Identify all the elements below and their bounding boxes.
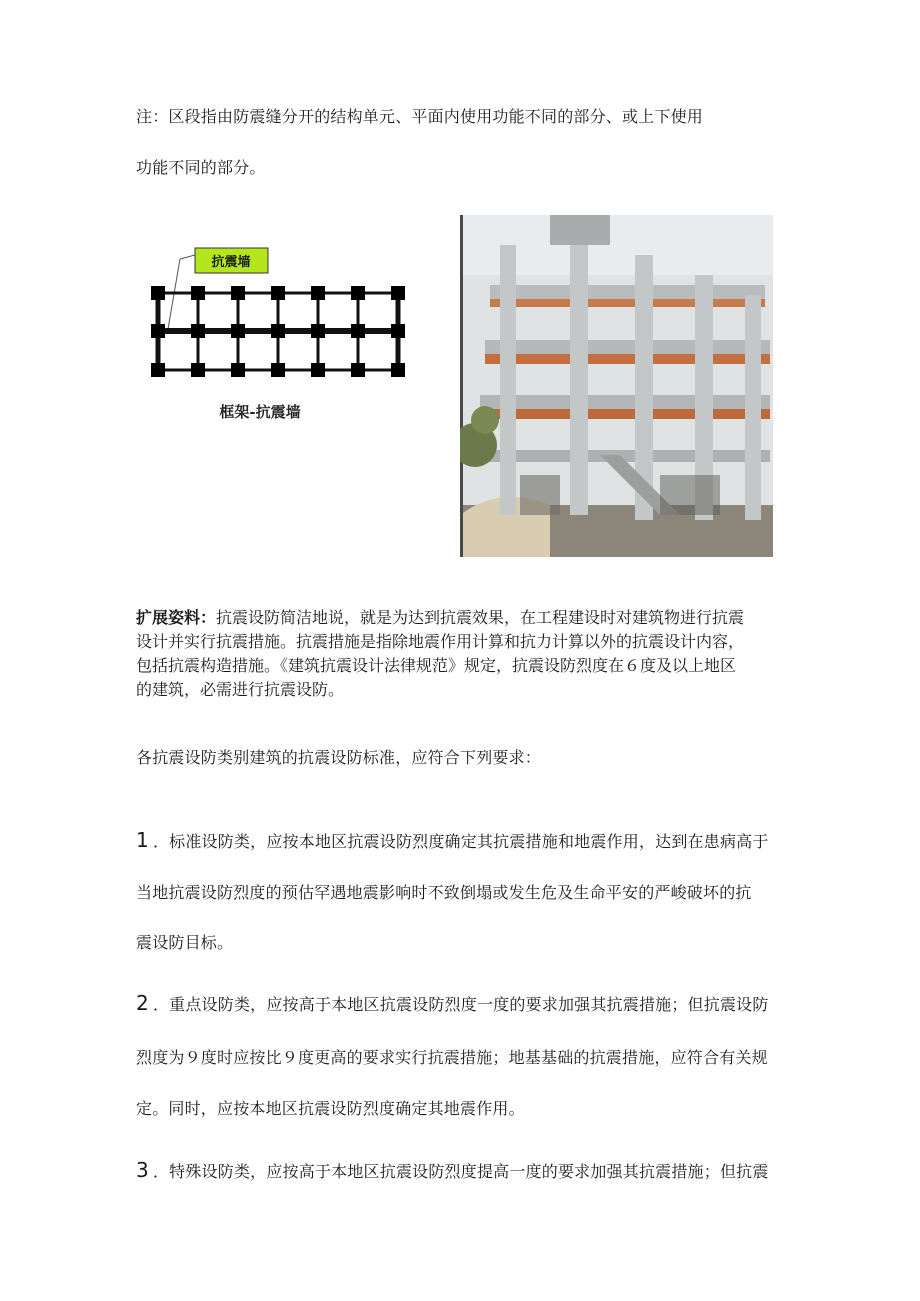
building-photo-icon — [460, 215, 773, 557]
extended-line-3: 包括抗震构造措施。《建筑抗震设计法律规范》规定，抗震设防烈度在６度及以上地区 — [136, 656, 737, 675]
item-2-line-2: 烈度为９度时应按比９度更高的要求实行抗震措施；地基基础的抗震措施，应符合有关规 — [136, 1048, 768, 1067]
diagram-caption: 框架-抗震墙 — [219, 403, 301, 421]
extended-line-1: 抗震设防简洁地说，就是为达到抗震效果，在工程建设时对建筑物进行抗震 — [216, 608, 745, 627]
item-1-line-1: 1 ．标准设防类，应按本地区抗震设防烈度确定其抗震措施和地震作用，达到在患病高于 — [136, 828, 769, 852]
item-1-line-2: 当地抗震设防烈度的预估罕遇地震影响时不致倒塌或发生危及生命平安的严峻破坏的抗 — [136, 883, 752, 902]
callout-label: 抗震墙 — [211, 255, 251, 270]
item-1-line-3: 震设防目标。 — [136, 933, 234, 952]
item-3-number: 3 — [136, 1158, 149, 1182]
item-3-line-1: 3 ．特殊设防类，应按高于本地区抗震设防烈度提高一度的要求加强其抗震措施；但抗震 — [136, 1158, 769, 1182]
item-1-number: 1 — [136, 828, 149, 852]
item-2-number: 2 — [136, 991, 149, 1015]
building-photo — [460, 215, 773, 557]
frame-shear-wall-diagram — [140, 235, 420, 445]
item-2-line-3: 定。同时，应按本地区抗震设防烈度确定其地震作用。 — [136, 1099, 525, 1118]
extended-heading: 扩展姿料： — [136, 608, 217, 627]
extended-line-2: 设计并实行抗震措施。抗震措施是指除地震作用计算和抗力计算以外的抗震设计内容， — [136, 632, 745, 651]
note-line-2: 功能不同的部分。 — [136, 158, 266, 177]
intro-text: 各抗震设防类别建筑的抗震设防标准，应符合下列要求： — [136, 748, 542, 767]
extended-material — [136, 606, 796, 702]
item-2-line-1: 2 ．重点设防类，应按高于本地区抗震设防烈度一度的要求加强其抗震措施；但抗震设防 — [136, 991, 769, 1015]
extended-line-4: 的建筑，必需进行抗震设防。 — [136, 680, 345, 699]
note-line-1: 注：区段指由防震缝分开的结构单元、平面内使用功能不同的部分、或上下使用 — [136, 107, 704, 126]
